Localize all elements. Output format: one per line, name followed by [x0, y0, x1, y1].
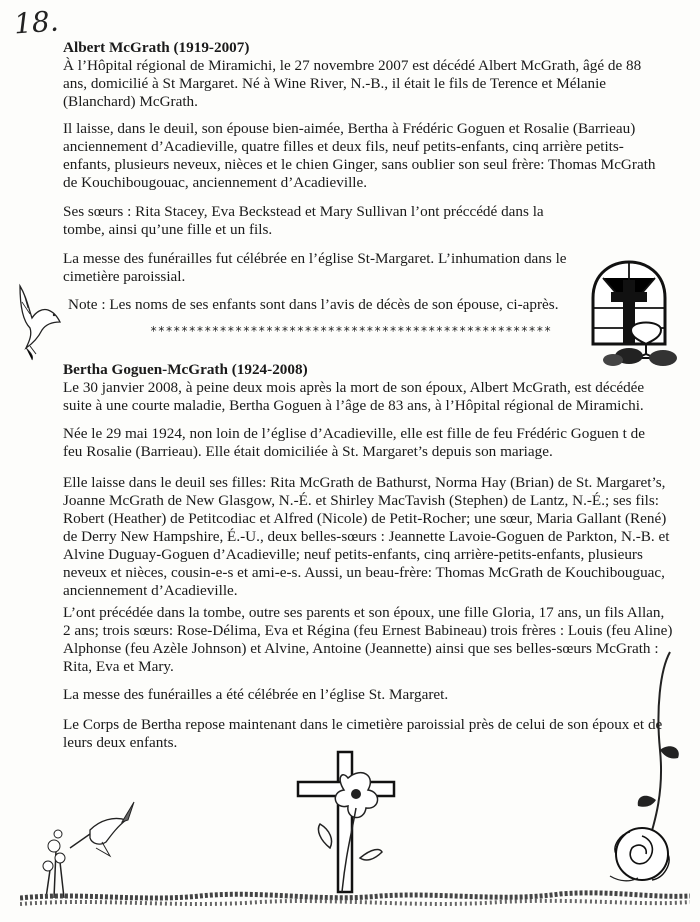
- obituary2-paragraph-3: Elle laisse dans le deuil ses filles: Rita McGrath de Bathurst, Norma Hay (Brian) de St. Margaret’s, Joanne McGrath de New Glasgow, N.-É. et Shirley MacTavish (Stephen) de Lantz, N.-É.; ses fils: Robert (Heather) de Petitcodiac et Alfred (Nicole) de Petit-Rocher; une sœur, Maria Gallant (René) de Derry New Hampshire, É.-U., deux belles-sœurs : Jeannette Lavoie-Goguen de Parkton, N.-B. et Alvine Duguay-Goguen d’Acadieville; neuf petits-enfants, cinq arrière-petits-enfants, plusieurs neveux et nièces, cousin-e-s et ami-e-s. Aussi, un beau-frère: Thomas McGrath de Kouchibouguac, anciennement d’Acadieville.: [63, 474, 670, 599]
- obituary2-paragraph-6: Le Corps de Bertha repose maintenant dans le cimetière paroissial près de celui de son époux et de leurs deux enfants.: [63, 716, 663, 751]
- obituary2-paragraph-4: L’ont précédée dans la tombe, outre ses parents et son époux, une fille Gloria, 17 ans, un fils Allan, 2 ans; trois sœurs: Rose-Délima, Eva et Régina (feu Ernest Babineau) trois frères : Louis (feu Aline) Alphonse (feu Azèle Johnson) et Alvine, Antoine (Jeannette) ainsi que ses belles-sœurs McGrath : Rita, Eva et Mary.: [63, 604, 673, 675]
- obituary1-heading: Albert McGrath (1919-2007): [63, 39, 250, 56]
- dove-icon: [12, 282, 68, 362]
- chalice-window-icon: [583, 258, 688, 370]
- rose-vine-icon: [590, 650, 695, 900]
- separator-stars: ****************************************************: [150, 324, 552, 338]
- obituary1-paragraph-1: À l’Hôpital régional de Miramichi, le 27 novembre 2007 est décédé Albert McGrath, âgé de 88 ans, domicilié à St Margaret. Né à Wine River, N.-B., il était le fils de Terence et Mélanie (Blanchard) McGrath.: [63, 57, 642, 110]
- obituary2-heading: Bertha Goguen-McGrath (1924-2008): [63, 361, 308, 378]
- obituary2-paragraph-2: Née le 29 mai 1924, non loin de l’église d’Acadieville, elle est fille de feu Frédéric Goguen t de feu Rosalie (Barrieau). Elle était domiciliée à St. Margaret’s depuis son mariage.: [63, 425, 645, 460]
- grass-border: [20, 868, 690, 908]
- obituary1-paragraph-4: La messe des funérailles fut célébrée en l’église St-Margaret. L’inhumation dans le cimetière paroissial.: [63, 250, 567, 285]
- obituary1-paragraph-2: Il laisse, dans le deuil, son épouse bien-aimée, Bertha à Frédéric Goguen et Rosalie (Barrieau) anciennement d’Acadieville, quatre filles et deux fils, neuf petits-enfants, cinq arrière petits-enfants, plusieurs neveux, nièces et le chien Ginger, sans oublier son seul frère: Thomas McGrath de Kouchibougouac, anciennement d’Acadieville.: [63, 120, 656, 191]
- obituary2-paragraph-5: La messe des funérailles a été célébrée en l’église St. Margaret.: [63, 686, 449, 703]
- page-number: 18.: [12, 4, 60, 41]
- obituary1-paragraph-3: Ses sœurs : Rita Stacey, Eva Beckstead et Mary Sullivan l’ont préccédé dans la tombe, ainsi qu’une fille et un fils.: [63, 203, 544, 238]
- obituary1-note: Note : Les noms de ses enfants sont dans l’avis de décès de son épouse, ci-après.: [68, 296, 559, 313]
- obituary2-paragraph-1: Le 30 janvier 2008, à peine deux mois après la mort de son époux, Albert McGrath, est décédée suite à une courte maladie, Bertha Goguen à l’âge de 83 ans, à l’Hôpital régional de Miramichi.: [63, 379, 645, 414]
